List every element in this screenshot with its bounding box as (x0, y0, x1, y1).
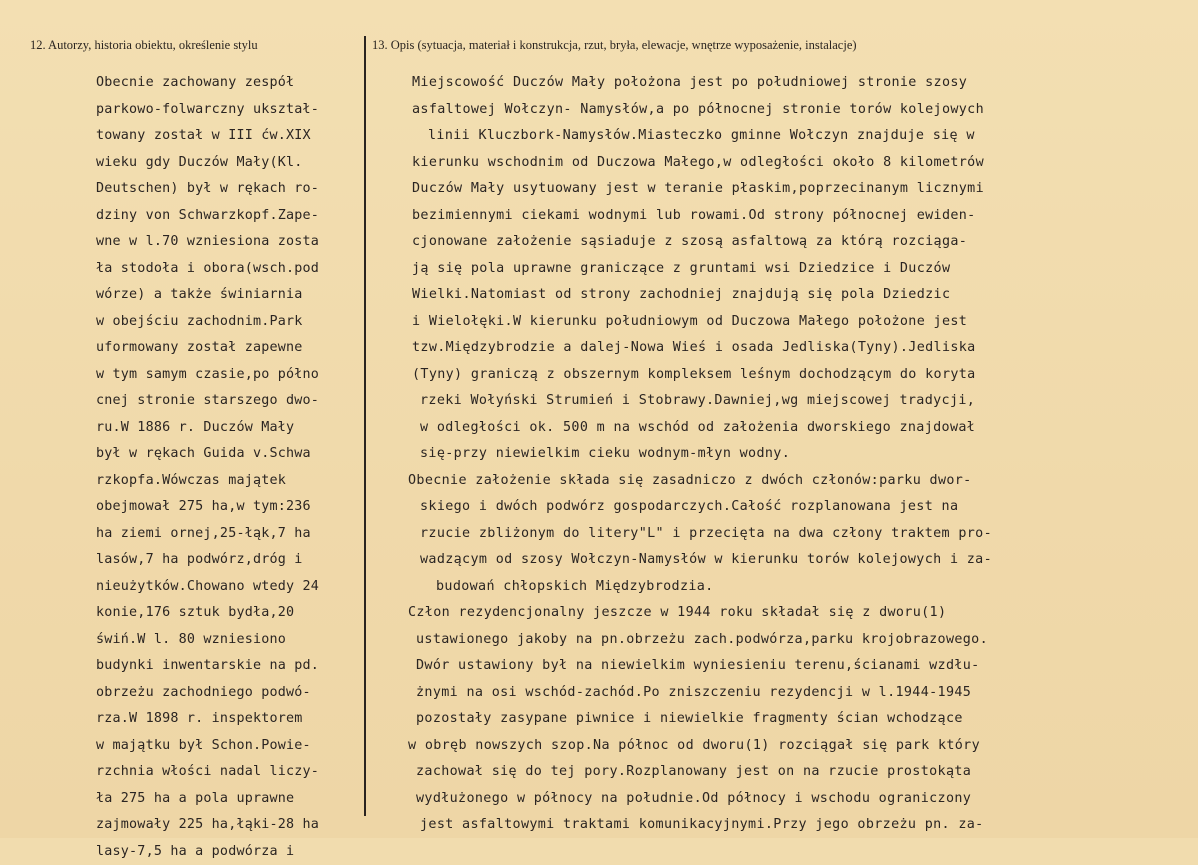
text-line (96, 494, 364, 521)
text-line (96, 680, 364, 707)
text-line (96, 203, 364, 230)
text-line-content: Wielki.Natomiast od strony zachodniej znajdują się pola Dziedzic (412, 287, 950, 302)
text-line (96, 282, 364, 309)
text-line (380, 600, 1180, 627)
text-line-content: Deutschen) był w rękach ro- (96, 181, 319, 196)
text-line (380, 123, 1180, 150)
text-line (96, 97, 364, 124)
text-line (96, 229, 364, 256)
text-line (96, 600, 364, 627)
text-line (96, 123, 364, 150)
column-divider (364, 36, 366, 816)
text-line-content: zajmowały 225 ha,łąki-28 ha (96, 817, 319, 832)
text-line-content: (Tyny) graniczą z obszernym kompleksem leśnym dochodzącym do koryta (412, 367, 976, 382)
text-line (380, 759, 1180, 786)
text-line (96, 759, 364, 786)
text-line-content: w obręb nowszych szop.Na północ od dworu(1) rozciągał się park który (408, 738, 980, 753)
description-text-column (380, 70, 1180, 839)
text-line (380, 176, 1180, 203)
text-line (96, 150, 364, 177)
text-line (96, 627, 364, 654)
text-line-content: skiego i dwóch podwórz gospodarczych.Całość rozplanowana jest na (420, 499, 958, 514)
text-line-content: pozostały zasypane piwnice i niewielkie fragmenty ścian wchodzące (416, 711, 963, 726)
text-line-content: wne w l.70 wzniesiona zosta (96, 234, 319, 249)
text-line-content: rzucie zbliżonym do litery"L" i przecięta na dwa człony traktem pro- (420, 526, 992, 541)
text-line (380, 97, 1180, 124)
text-line-content: wadzącym od szosy Wołczyn-Namysłów w kierunku torów kolejowych i za- (420, 552, 992, 567)
text-line-content: ła 275 ha a pola uprawne (96, 791, 294, 806)
text-line (96, 415, 364, 442)
text-line (380, 574, 1180, 601)
text-line-content: rzchnia włości nadal liczy- (96, 764, 319, 779)
text-line (380, 547, 1180, 574)
text-line (380, 521, 1180, 548)
text-line (380, 70, 1180, 97)
text-line-content: nieużytków.Chowano wtedy 24 (96, 579, 319, 594)
text-line (380, 706, 1180, 733)
text-line-content: lasy-7,5 ha a podwórza i (96, 844, 294, 859)
text-line (380, 653, 1180, 680)
text-line-content: ją się pola uprawne graniczące z gruntami wsi Dziedzice i Duczów (412, 261, 950, 276)
text-line (380, 388, 1180, 415)
text-line (380, 150, 1180, 177)
text-line (96, 733, 364, 760)
text-line (380, 282, 1180, 309)
text-line (380, 441, 1180, 468)
text-line-content: budynki inwentarskie na pd. (96, 658, 319, 673)
text-line (96, 388, 364, 415)
text-line-content: budowań chłopskich Międzybrodzia. (436, 579, 714, 594)
text-line-content: rza.W 1898 r. inspektorem (96, 711, 303, 726)
text-line (380, 627, 1180, 654)
text-line-content: linii Kluczbork-Namysłów.Miasteczko gminne Wołczyn znajduje się w (428, 128, 975, 143)
text-line-content: cnej stronie starszego dwo- (96, 393, 319, 408)
text-line-content: tzw.Międzybrodzie a dalej-Nowa Wieś i osada Jedliska(Tyny).Jedliska (412, 340, 976, 355)
text-line (380, 812, 1180, 839)
history-text-column (96, 70, 364, 865)
text-line (96, 839, 364, 865)
text-line (380, 680, 1180, 707)
text-line (380, 494, 1180, 521)
text-line-content: Dwór ustawiony był na niewielkim wyniesieniu terenu,ścianami wzdłu- (416, 658, 980, 673)
text-line (96, 653, 364, 680)
text-line (96, 176, 364, 203)
text-line (96, 468, 364, 495)
text-line-content: w majątku był Schon.Powie- (96, 738, 311, 753)
text-line (380, 256, 1180, 283)
text-line-content: towany został w III ćw.XIX (96, 128, 311, 143)
text-line-content: Duczów Mały usytuowany jest w teranie płaskim,poprzecinanym licznymi (412, 181, 984, 196)
text-line (380, 362, 1180, 389)
text-line-content: był w rękach Guida v.Schwa (96, 446, 311, 461)
section-13-header: 13. Opis (sytuacja, materiał i konstrukcja, rzut, bryła, elewacje, wnętrze wyposażenie, instalacje) (372, 38, 857, 53)
text-line (96, 521, 364, 548)
text-line-content: żnymi na osi wschód-zachód.Po zniszczeniu rezydencji w l.1944-1945 (416, 685, 971, 700)
text-line-content: Obecnie zachowany zespół (96, 75, 294, 90)
text-line-content: w obejściu zachodnim.Park (96, 314, 303, 329)
text-line-content: Obecnie założenie składa się zasadniczo z dwóch członów:parku dwor- (408, 473, 972, 488)
text-line-content: w tym samym czasie,po półno (96, 367, 319, 382)
text-line-content: jest asfaltowymi traktami komunikacyjnymi.Przy jego obrzeżu pn. za- (420, 817, 984, 832)
text-line-content: Miejscowość Duczów Mały położona jest po południowej stronie szosy (412, 75, 967, 90)
text-line (380, 335, 1180, 362)
text-line (96, 706, 364, 733)
text-line-content: ha ziemi ornej,25-łąk,7 ha (96, 526, 311, 541)
text-line-content: uformowany został zapewne (96, 340, 303, 355)
text-line (380, 309, 1180, 336)
text-line (96, 441, 364, 468)
text-line-content: wieku gdy Duczów Mały(Kl. (96, 155, 303, 170)
text-line-content: konie,176 sztuk bydła,20 (96, 605, 294, 620)
text-line (380, 468, 1180, 495)
text-line-content: bezimiennymi ciekami wodnymi lub rowami.Od strony północnej ewiden- (412, 208, 976, 223)
text-line (96, 812, 364, 839)
text-line-content: cjonowane założenie sąsiaduje z szosą asfaltową za którą rozciąga- (412, 234, 967, 249)
text-line-content: ru.W 1886 r. Duczów Mały (96, 420, 294, 435)
text-line (380, 203, 1180, 230)
text-line-content: asfaltowej Wołczyn- Namysłów,a po północnej stronie torów kolejowych (412, 102, 984, 117)
text-line-content: wórze) a także świniarnia (96, 287, 303, 302)
text-line-content: i Wielołęki.W kierunku południowym od Duczowa Małego położone jest (412, 314, 967, 329)
text-line (96, 335, 364, 362)
text-line (96, 256, 364, 283)
text-line (96, 309, 364, 336)
text-line-content: zachował się do tej pory.Rozplanowany jest on na rzucie prostokąta (416, 764, 971, 779)
text-line (96, 574, 364, 601)
text-line-content: lasów,7 ha podwórz,dróg i (96, 552, 303, 567)
text-line (380, 229, 1180, 256)
text-line-content: się-przy niewielkim cieku wodnym-młyn wodny. (420, 446, 790, 461)
section-12-header: 12. Autorzy, historia obiektu, określenie stylu (30, 38, 258, 53)
text-line-content: ustawionego jakoby na pn.obrzeżu zach.podwórza,parku krojobrazowego. (416, 632, 988, 647)
text-line (96, 786, 364, 813)
text-line-content: rzeki Wołyński Strumień i Stobrawy.Dawniej,wg miejscowej tradycji, (420, 393, 975, 408)
text-line-content: ła stodoła i obora(wsch.pod (96, 261, 319, 276)
text-line (96, 547, 364, 574)
text-line-content: świń.W l. 80 wzniesiono (96, 632, 286, 647)
text-line-content: wydłużonego w północy na południe.Od północy i wschodu ograniczony (416, 791, 971, 806)
text-line-content: parkowo-folwarczny ukształ- (96, 102, 319, 117)
text-line-content: w odległości ok. 500 m na wschód od założenia dworskiego znajdował (420, 420, 975, 435)
text-line (96, 70, 364, 97)
text-line (96, 362, 364, 389)
text-line-content: rzkopfa.Wówczas majątek (96, 473, 286, 488)
text-line-content: obejmował 275 ha,w tym:236 (96, 499, 311, 514)
text-line (380, 786, 1180, 813)
text-line (380, 733, 1180, 760)
text-line-content: dziny von Schwarzkopf.Zape- (96, 208, 319, 223)
text-line (380, 415, 1180, 442)
text-line-content: obrzeżu zachodniego podwó- (96, 685, 311, 700)
text-line-content: kierunku wschodnim od Duczowa Małego,w odległości około 8 kilometrów (412, 155, 984, 170)
text-line-content: Człon rezydencjonalny jeszcze w 1944 roku składał się z dworu(1) (408, 605, 946, 620)
